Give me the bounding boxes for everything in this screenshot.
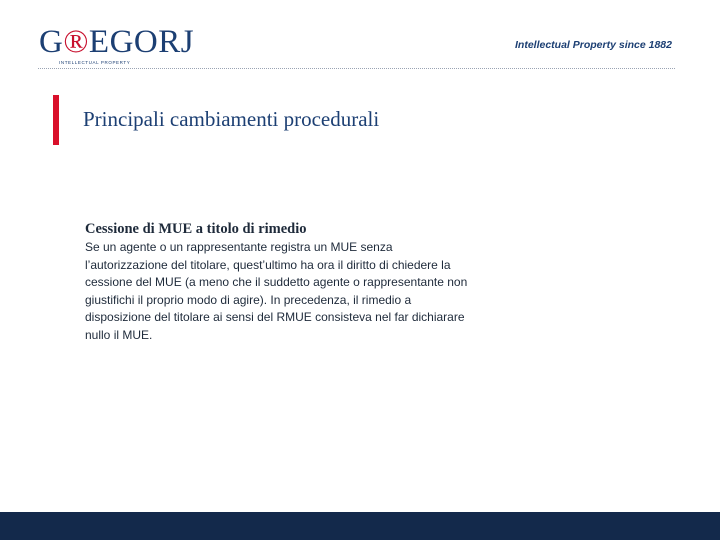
logo-letters-egorj: EGORJ <box>88 24 195 60</box>
title-accent-bar <box>53 95 59 145</box>
gregorj-logo <box>39 24 199 64</box>
tagline: Intellectual Property since 1882 <box>515 39 672 51</box>
section-heading: Cessione di MUE a titolo di rimedio <box>85 221 307 237</box>
body-line: l’autorizzazione del titolare, quest’ultimo ha ora il diritto di chiedere la <box>85 257 451 272</box>
registered-mark-icon: ® <box>63 24 89 60</box>
body-line: disposizione del titolare ai sensi del RMUE consisteva nel far dichiarare <box>85 310 465 324</box>
body-line: giustifichi il proprio modo di agire). In precedenza, il rimedio a <box>85 292 412 307</box>
logo-letter-g: G <box>39 24 64 60</box>
body-line: nullo il MUE. <box>85 327 153 342</box>
footer-band <box>0 512 720 540</box>
header-divider <box>38 68 675 69</box>
logo-subtitle: INTELLECTUAL PROPERTY <box>59 60 131 65</box>
section-body <box>85 239 535 344</box>
slide-title: Principali cambiamenti procedurali <box>83 107 380 131</box>
body-line: Se un agente o un rappresentante registra un MUE senza <box>85 240 393 254</box>
body-line: cessione del MUE (a meno che il suddetto agente o rappresentante non <box>85 275 468 289</box>
logo-wordmark <box>39 24 194 60</box>
